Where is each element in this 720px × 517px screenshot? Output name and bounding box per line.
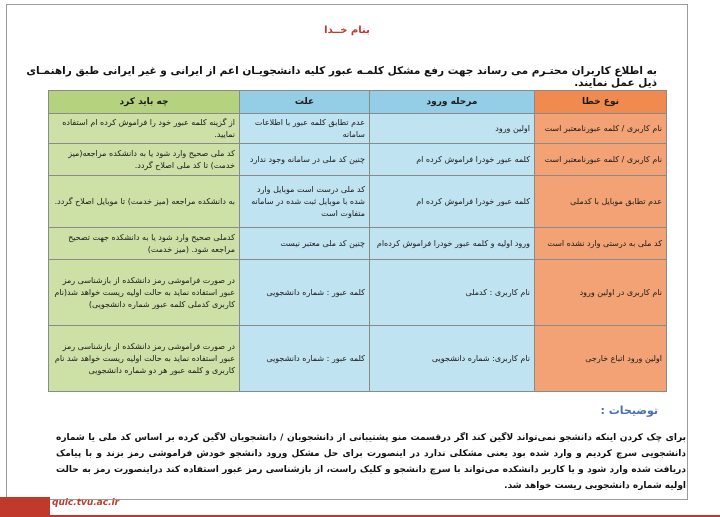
table-row xyxy=(49,228,667,260)
table-row xyxy=(49,326,667,392)
header-what-to-do: چه باید کرد xyxy=(49,91,240,114)
cell-entry-stage: کلمه عبور خودرا فراموش کرده ام xyxy=(370,176,535,228)
notes-body: برای چک کردن اینکه دانشجو نمی‌تواند لاگین کند اگر درقسمت منو پشتیبانی از دانشجویان / دانشجویان لاگین کرده بر اساس کد ملی یا شماره دانشجویی سرچ کردیم و وارد شده بود یعنی مشکلی ندارد در اینصورت برای حل مشکل ورود دانشجو خودش فراموشی رمز بزند و با پیامک دریافت شده وارد شود و یا کاربر دانشکده می‌تواند با سرچ دانشجو و کلیک راست، از بازشناسی رمز عبور استفاده کند دراینصورت رمز به حالت اولیه شماره دانشجویی ریست خواهد شد. xyxy=(56,433,686,491)
cell-what-to-do: کد ملی صحیح وارد شود یا به دانشکده مراجعه(میز خدمت) تا کد ملی اصلاح گردد. xyxy=(49,144,240,176)
table-row xyxy=(49,114,667,144)
cell-cause: چنین کد ملی در سامانه وجود ندارد xyxy=(240,144,370,176)
cell-entry-stage: نام کاربری : کدملی xyxy=(370,260,535,326)
cell-error-type: نام کاربری / کلمه عبورنامعتبر است xyxy=(535,114,667,144)
cell-cause: کد ملی درست است موبایل وارد شده با موبایل ثبت شده در سامانه متفاوت است xyxy=(240,176,370,228)
footer-accent-bar xyxy=(0,497,50,517)
table-row xyxy=(49,260,667,326)
cell-what-to-do: کدملی صحیح وارد شود یا به دانشکده جهت تصحیح مراجعه شود. (میز خدمت) xyxy=(49,228,240,260)
table-row xyxy=(49,176,667,228)
cell-error-type: نام کاربری / کلمه عبورنامعتبر است xyxy=(535,144,667,176)
footer-site-link[interactable]: quic.tvu.ac.ir xyxy=(52,498,120,508)
cell-error-type: نام کاربری در اولین ورود xyxy=(535,260,667,326)
table-header-row xyxy=(49,91,667,114)
cell-what-to-do: به دانشکده مراجعه (میز خدمت) تا موبایل اصلاح گردد. xyxy=(49,176,240,228)
header-entry-stage: مرحله ورود xyxy=(370,91,535,114)
cell-what-to-do: در صورت فراموشی رمز دانشکده از بازشناسی رمز عبور استفاده نماید به حالت اولیه ریست خواهد شد نام کاربری و کلمه عبور هر دو شماره دانشجویی xyxy=(49,326,240,392)
cell-cause: کلمه عبور : شماره دانشجویی xyxy=(240,326,370,392)
cell-entry-stage: ورود اولیه و کلمه عبور خودرا فراموش کرده‌ام xyxy=(370,228,535,260)
cell-cause: عدم تطابق کلمه عبور با اطلاعات سامانه xyxy=(240,114,370,144)
cell-entry-stage: اولین ورود xyxy=(370,114,535,144)
cell-error-type: عدم تطابق موبایل با کدملی xyxy=(535,176,667,228)
header-error-type: نوع خطا xyxy=(535,91,667,114)
header-cause: علت xyxy=(240,91,370,114)
cell-what-to-do: از گزینه کلمه عبور خود را فراموش کرده ام استفاده نمایید. xyxy=(49,114,240,144)
cell-what-to-do: در صورت فراموشی رمز دانشکده از بازشناسی رمز عبور استفاده نماید به حالت اولیه ریست خواهد شد(نام کاربری کدملی کلمه عبور شماره دانشجویی) xyxy=(49,260,240,326)
cell-cause: چنین کد ملی معتبر نیست xyxy=(240,228,370,260)
table-row xyxy=(49,144,667,176)
cell-cause: کلمه عبور : شماره دانشجویی xyxy=(240,260,370,326)
cell-error-type: اولین ورود اتباع خارجی xyxy=(535,326,667,392)
password-guide-table xyxy=(48,90,667,392)
cell-entry-stage: نام کاربری: شماره دانشجویی xyxy=(370,326,535,392)
cell-error-type: کد ملی به درستی وارد نشده است xyxy=(535,228,667,260)
intro-paragraph: به اطلاع کاربران محتـرم می رساند جهت رفع مشکل کلمـه عبور کلیه دانشجویـان اعم از ایرانی و غیر ایرانی طبق راهنمـای ذیل عمل نمایند. xyxy=(26,65,657,89)
notes-title: توضیحات : xyxy=(600,404,658,417)
cell-entry-stage: کلمه عبور خودرا فراموش کرده ام xyxy=(370,144,535,176)
bismillah-heading: بنام خــدا xyxy=(324,25,370,36)
